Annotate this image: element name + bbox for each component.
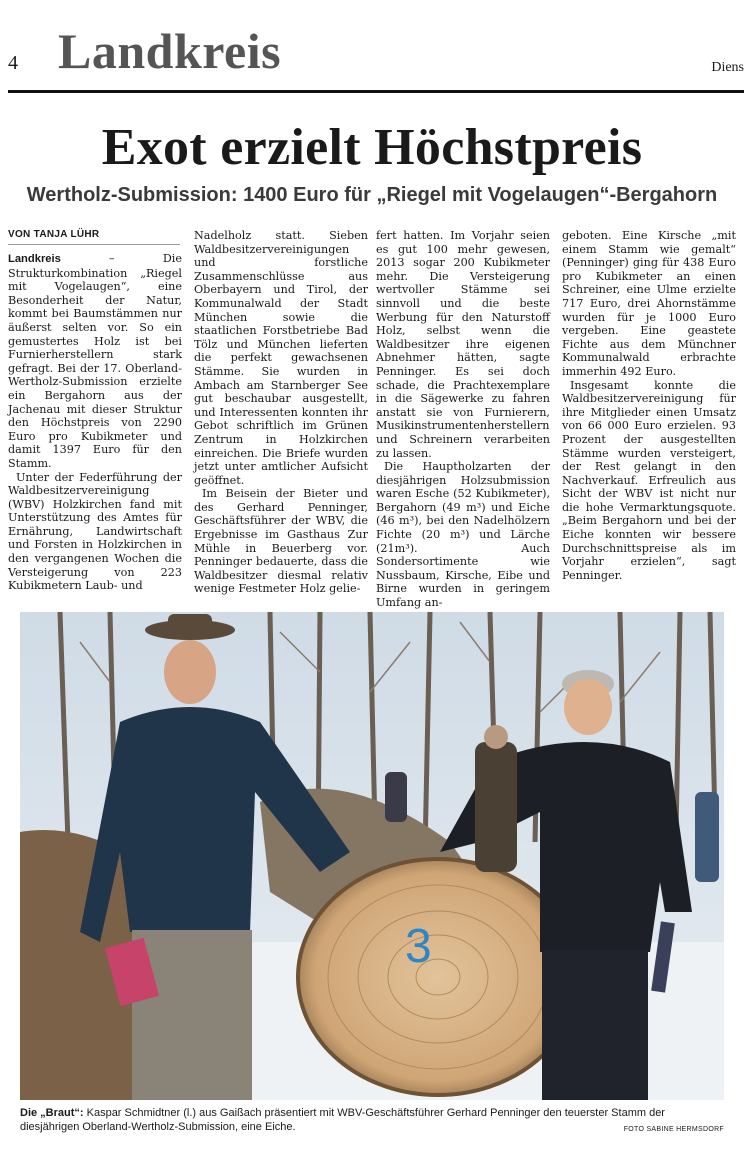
paragraph-text: – Die Strukturkombination „Riegel mit Vogelaugen“, eine Besonderheit der Natur, kommt bei Baumstämmen nur äußerst selten vor. So ein gemustertes Holz ist bei Furnierherstellern stark gefragt. Bei der 17. Oberland-Wertholz-Submission erzielte ein Bergahorn aus der Jachenau mit dieser Struktur den Höchstpreis von 2290 Euro pro Kubikmeter und damit 1397 Euro für den Stamm.	[8, 252, 182, 470]
article-column-2	[194, 229, 368, 601]
issue-day: Diens	[711, 60, 744, 75]
paragraph	[8, 252, 182, 471]
paragraph: Insgesamt konnte die Waldbesitzervereinigung für ihre Mitglieder einen Umsatz von 66 000 Euro erzielen. 93 Prozent der ausgestellten Stämme wurden versteigert, der Rest gelangt in den Nachverkauf. Erfreulich aus Sicht der WBV ist nicht nur die hohe Vermarktungsquote. „Beim Bergahorn und bei der Eiche konnten wir bessere Durchschnittspreise als im Vorjahr erzielen“, sagt Penninger.	[562, 378, 736, 582]
log-number: 3	[405, 920, 432, 973]
paragraph: Die Hauptholzarten der diesjährigen Holzsubmission waren Esche (52 Kubikmeter), Bergahorn (49 m³) und Eiche (46 m³), bei den Nadelhölzern Fichte (20 m³) und Lärche (21m³). Auch Sondersortimente wie Nussbaum, Kirsche, Eibe und Birne wurden in geringem Umfang an-	[376, 460, 550, 610]
section-title: Landkreis	[58, 23, 282, 79]
byline: VON TANJA LÜHR	[8, 229, 180, 245]
log-end	[298, 859, 578, 1095]
photo-credit: FOTO SABINE HERMSDORF	[623, 1126, 724, 1133]
caption-lead: Die „Braut“:	[20, 1107, 84, 1119]
photo-caption	[20, 1106, 724, 1134]
article-subheadline: Wertholz-Submission: 1400 Euro für „Riegel mit Vogelaugen“-Bergahorn	[26, 184, 718, 206]
article-headline: Exot erzielt Höchstpreis	[101, 119, 643, 176]
article-photo	[20, 612, 724, 1100]
paragraph: geboten. Eine Kirsche „mit einem Stamm wie gemalt“ (Penninger) ging für 438 Euro pro Kubikmeter an einen Schreiner, eine Ulme erzielte 717 Euro, drei Ahornstämme wurden für je 1000 Euro vergeben. Eine geastete Fichte aus dem Münchner Kommunalwald erbrachte immerhin 492 Euro.	[562, 229, 736, 378]
header-rule	[8, 90, 744, 93]
article-column-1	[8, 252, 182, 602]
photo-illustration	[20, 612, 724, 1100]
paragraph: Im Beisein der Bieter und des Gerhard Penninger, Geschäftsführer der WBV, die Ergebnisse im Gasthaus Zur Mühle in Beuerberg vor. Penninger bedauerte, dass die Waldbesitzer diesmal relativ wenige Festmeter Holz gelie-	[194, 487, 368, 596]
page-number: 4	[8, 52, 18, 74]
paragraph: Nadelholz statt. Sieben Waldbesitzervereinigungen und forstliche Zusammenschlüsse aus Oberbayern und Tirol, der Kommunalwald der Stadt München sowie die staatlichen Forstbetriebe Bad Tölz und München lieferten die perfekt gewachsenen Stämme. Sie wurden in Ambach am Starnberger See gut beschaubar ausgestellt, und Interessenten konnten ihr Gebot schriftlich im Grünen Zentrum in Holzkirchen einreichen. Die Briefe wurden jetzt unter amtlicher Aufsicht geöffnet.	[194, 229, 368, 487]
dateline: Landkreis	[8, 253, 61, 265]
article-column-3	[376, 229, 550, 610]
article-column-4	[562, 229, 736, 601]
paragraph: fert hatten. Im Vorjahr seien es gut 100 mehr gewesen, 2013 sogar 200 Kubikmeter mehr. Die Versteigerung wertvoller Stämme sei sinnvoll und die beste Werbung für den Naturstoff Holz, selbst wenn die Waldbesitzer ihre eigenen Abnehmer hätten, sagte Penninger. Es sei doch schade, die Prachtexemplare in die Sägewerke zu fahren anstatt sie von Furnierern, Musikinstrumentenherstellern und Schreinern verarbeiten zu lassen.	[376, 229, 550, 460]
paragraph: Unter der Federführung der Waldbesitzervereinigung (WBV) Holzkirchen fand mit Unterstützung des Amtes für Ernährung, Landwirtschaft und Forsten in Holzkirchen in den vergangenen Wochen die Versteigerung von 223 Kubikmetern Laub- und	[8, 470, 182, 593]
caption-text: Kaspar Schmidtner (l.) aus Gaißach präsentiert mit WBV-Geschäftsführer Gerhard Penninger den teuerster Stamm der diesjährigen Oberland-Wertholz-Submission, eine Eiche.	[20, 1107, 665, 1133]
